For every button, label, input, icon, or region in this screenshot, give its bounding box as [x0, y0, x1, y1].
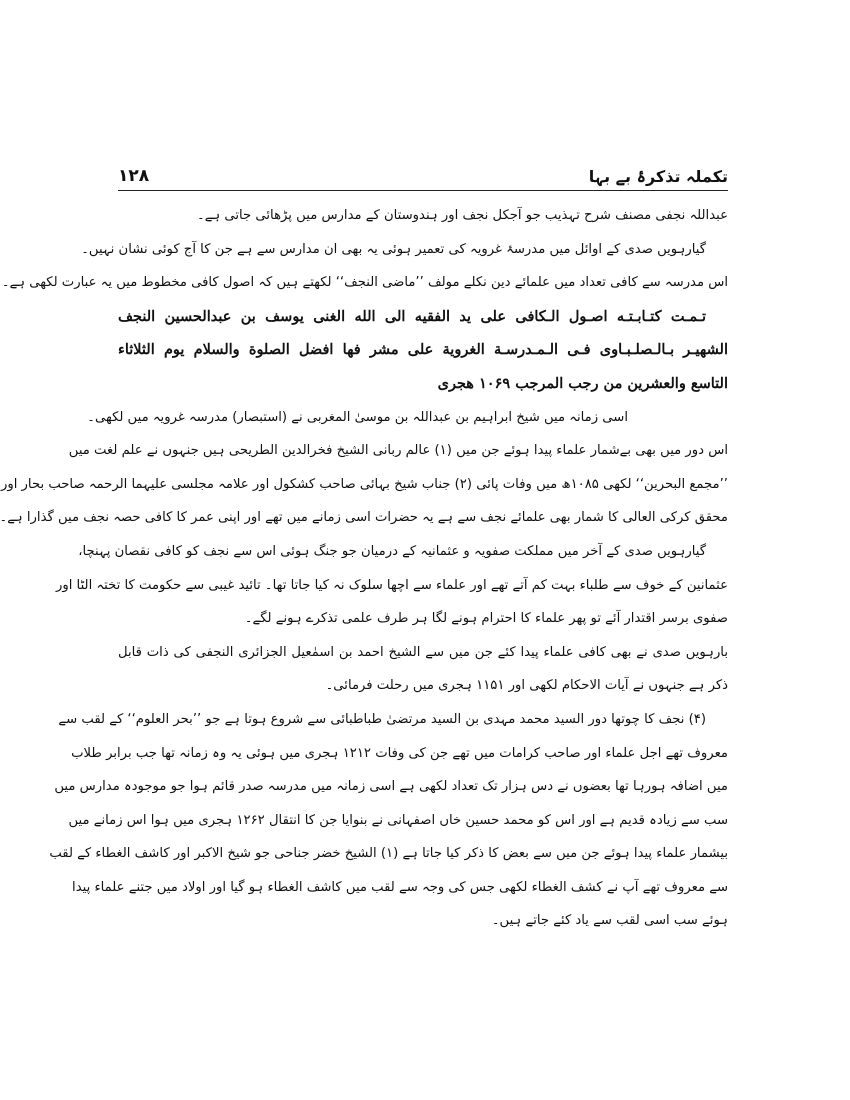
text-line: سب سے زیادہ قدیم ہے اور اس کو محمد حسین خاں اصفہانی نے بنوایا جن کا انتقال ۱۲۶۲ ہجری میں ہوا اس زمانے میں — [68, 812, 728, 828]
arabic-quote-line: تـمـت کتـابـتـه اصـول الـکافی علی ید الفقیه الی الله الغنی یوسف بن عبدالحسین النجف — [118, 307, 706, 325]
arabic-quote-line: التاسع والعشرین من رجب المرجب ۱۰۶۹ هجری — [437, 374, 728, 392]
text-line: ہوئے سب اسی لقب سے یاد کئے جاتے ہیں۔ — [491, 913, 728, 929]
text-line: محقق کرکی العالی کا شمار بھی علمائے نجف سے ہے یہ حضرات اسی زمانے میں تھے اور اپنی عمر کا کافی حصہ نجف میں گذارا ہے۔ — [0, 510, 728, 526]
page-number: ۱۲۸ — [118, 166, 150, 186]
text-line: عثمانین کے خوف سے طلباء بہت کم آتے تھے اور علماء سے اچھا سلوک نہ کیا جاتا تھا۔ تائید غیبی سے حکومت کا تختہ الٹا اور — [55, 577, 728, 593]
text-line: معروف تھے اجل علماء اور صاحب کرامات میں تھے جن کی وفات ۱۲۱۲ ہجری میں ہوئی یہ وہ زمانہ تھا جب برابر طلاب — [71, 745, 728, 761]
header-divider — [118, 190, 728, 191]
text-line: گیارہویں صدی کے آخر میں مملکت صفویہ و عثمانیہ کے درمیان جو جنگ ہوئی اس سے نجف کو کافی نقصان پہنچا، — [78, 543, 706, 559]
text-line: ذکر ہے جنہوں نے آیات الاحکام لکھی اور ۱۱۵۱ ہجری میں رحلت فرمائی۔ — [325, 678, 728, 694]
text-line: بیشمار علماء پیدا ہوئے جن میں سے بعض کا ذکر کیا جاتا ہے (۱) الشیخ خضر جناحی جو شیخ الاکبر اور کاشف الغطاء کے لقب — [49, 846, 728, 862]
text-line: میں اضافہ ہورہا تھا بعضوں نے دس ہزار تک تعداد لکھی ہے اسی زمانہ میں مدرسہ صدر قائم ہوا جو موجودہ مدارس میں — [54, 779, 728, 795]
text-line: ’’مجمع البحرین‘‘ لکھی ۱۰۸۵ھ میں وفات پائی (۲) جناب شیخ بہائی صاحب کشکول اور علامہ مجلسی علیہما الرحمہ صاحب بحار اور — [0, 476, 728, 492]
running-title: تکملہ تذکرۂ بے بہا — [588, 167, 728, 186]
text-line: اسی زمانہ میں شیخ ابراہیم بن عبداللہ بن موسیٰ المغربی نے (استبصار) مدرسہ غرویہ میں لکھی۔ — [87, 409, 628, 425]
text-line: اس مدرسہ سے کافی تعداد میں علمائے دین نکلے مولف ’’ماضی النجف‘‘ لکھتے ہیں کہ اصول کافی مخطوط میں یہ عبارت لکھی ہے۔ — [1, 275, 728, 291]
text-line: سے معروف تھے آپ نے کشف الغطاء لکھی جس کی وجہ سے لقب میں کاشف الغطاء ہو گیا اور اولاد میں جتنے علماء پیدا — [72, 879, 728, 895]
arabic-quote-line: الشهیـر بـالـصلـبـاوی فـی الـمـدرسـة الغرویة علی مشر فها افضل الصلوة والسلام یوم الثلاثاء — [118, 341, 728, 359]
text-line: بارہویں صدی نے بھی کافی علماء پیدا کئے جن میں سے الشیخ احمد بن اسمٰعیل الجزائری النجفی کی ذات قابل — [118, 644, 728, 660]
text-line: صفوی برسر اقتدار آئے تو پھر علماء کا احترام ہونے لگا ہر طرف علمی تذکرے ہونے لگے۔ — [244, 611, 728, 627]
text-line: گیارہویں صدی کے اوائل میں مدرسۂ غرویہ کی تعمیر ہوئی یہ بھی ان مدارس سے ہے جن کا آج کوئی نشان نہیں۔ — [81, 241, 706, 257]
body-text — [0, 200, 728, 939]
text-line: عبداللہ نجفی مصنف شرح تہذیب جو آجکل نجف اور ہندوستان کے مدارس میں پڑھائی جاتی ہے۔ — [197, 208, 728, 223]
page-header — [118, 158, 728, 186]
text-line: (۴) نجف کا چوتھا دور السید محمد مہدی بن السید مرتضیٰ طباطبائی سے شروع ہوتا ہے جو ’’بحر العلوم‘‘ کے لقب سے — [58, 711, 706, 727]
text-line: اس دور میں بھی بےشمار علماء پیدا ہوئے جن میں (۱) عالم ربانی الشیخ فخرالدین الطریحی ہیں جنہوں نے علم لغت میں — [68, 443, 728, 459]
